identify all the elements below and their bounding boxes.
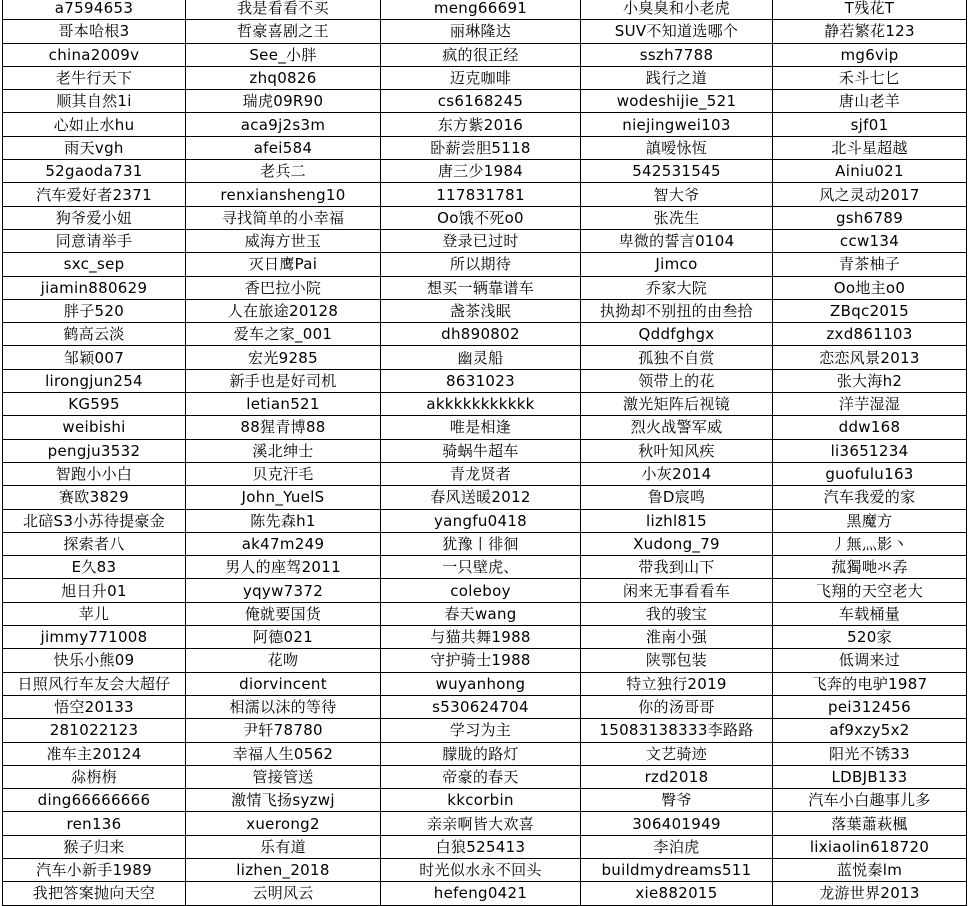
table-cell: 我是看看不买 (186, 0, 381, 20)
table-cell: See_小胖 (186, 43, 381, 66)
table-cell: 陈先森h1 (186, 509, 381, 532)
table-cell: pei312456 (773, 695, 967, 718)
table-cell: pengju3532 (3, 439, 186, 462)
table-row (3, 626, 967, 649)
table-cell: 恋恋风景2013 (773, 346, 967, 369)
table-cell: 疯的很正经 (381, 43, 581, 66)
table-cell: 306401949 (581, 812, 773, 835)
table-cell: 溪北绅士 (186, 439, 381, 462)
table-cell: 激情飞扬syzwj (186, 789, 381, 812)
table-cell: 想买一辆靠谱车 (381, 276, 581, 299)
table-cell: 管接管送 (186, 765, 381, 788)
table-cell: 朦胧的路灯 (381, 742, 581, 765)
table-cell: 88猩青博88 (186, 416, 381, 439)
table-row (3, 20, 967, 43)
table-cell: 北斗星超越 (773, 136, 967, 159)
table-row (3, 579, 967, 602)
table-cell: 汽车小白趣事儿多 (773, 789, 967, 812)
table-cell: rzd2018 (581, 765, 773, 788)
table-cell: 哲豪喜剧之王 (186, 20, 381, 43)
table-cell: weibishi (3, 416, 186, 439)
table-cell: ak47m249 (186, 532, 381, 555)
table-cell: 禾斗七匕 (773, 66, 967, 89)
table-cell: 尹轩78780 (186, 719, 381, 742)
table-cell: 一只壁虎、 (381, 556, 581, 579)
table-cell: 洋芋湿湿 (773, 393, 967, 416)
table-cell: 智跑小小白 (3, 462, 186, 485)
table-cell: T残花T (773, 0, 967, 20)
table-cell: 爱车之家_001 (186, 323, 381, 346)
table-row (3, 90, 967, 113)
table-cell: 阿德021 (186, 626, 381, 649)
table-cell: ddw168 (773, 416, 967, 439)
table-cell: Oo饿不死o0 (381, 206, 581, 229)
table-cell: 登录已过时 (381, 229, 581, 252)
table-cell: 邹颖007 (3, 346, 186, 369)
table-cell: 执拗却不别扭的由叁拾 (581, 299, 773, 322)
table-cell: 同意请举手 (3, 229, 186, 252)
table-row (3, 393, 967, 416)
table-cell: 黑魔方 (773, 509, 967, 532)
table-cell: 苹儿 (3, 602, 186, 625)
table-cell: ccw134 (773, 229, 967, 252)
table-cell: 狗爷爱小妞 (3, 206, 186, 229)
table-cell: Jimco (581, 253, 773, 276)
table-row (3, 206, 967, 229)
table-cell: 哥本哈根3 (3, 20, 186, 43)
table-cell: sszh7788 (581, 43, 773, 66)
table-cell: 我的骏宝 (581, 602, 773, 625)
table-cell: renxiansheng10 (186, 183, 381, 206)
table-row (3, 742, 967, 765)
table-cell: 激光矩阵后视镜 (581, 393, 773, 416)
table-cell: 丽琳隆达 (381, 20, 581, 43)
table-cell: 520家 (773, 626, 967, 649)
table-cell: ZBqc2015 (773, 299, 967, 322)
table-cell: 117831781 (381, 183, 581, 206)
table-cell: 卧薪尝胆5118 (381, 136, 581, 159)
table-cell: KG595 (3, 393, 186, 416)
table-cell: 张冼生 (581, 206, 773, 229)
table-cell: 謓嗳怺恆 (581, 136, 773, 159)
table-cell: 飞奔的电驴1987 (773, 672, 967, 695)
table-cell: xie882015 (581, 882, 773, 905)
table-row (3, 0, 967, 20)
table-cell: 青龙贤者 (381, 462, 581, 485)
table-cell: John_YuelS (186, 486, 381, 509)
table-cell: Xudong_79 (581, 532, 773, 555)
table-cell: 瑞虎09R90 (186, 90, 381, 113)
table-cell: xuerong2 (186, 812, 381, 835)
table-row (3, 765, 967, 788)
table-cell: SUV不知道选哪个 (581, 20, 773, 43)
table-cell: 相濡以沫的等待 (186, 695, 381, 718)
table-cell: 威海方世玉 (186, 229, 381, 252)
table-cell: Qddfghgx (581, 323, 773, 346)
table-cell: zxd861103 (773, 323, 967, 346)
table-row (3, 858, 967, 881)
table-cell: 学习为主 (381, 719, 581, 742)
table-cell: lizhen_2018 (186, 858, 381, 881)
table-row (3, 276, 967, 299)
table-cell: meng66691 (381, 0, 581, 20)
table-cell: 臀爷 (581, 789, 773, 812)
table-cell: aca9j2s3m (186, 113, 381, 136)
table-cell: akkkkkkkkkkk (381, 393, 581, 416)
table-cell: jiamin880629 (3, 276, 186, 299)
table-cell: 新手也是好司机 (186, 369, 381, 392)
table-cell: 尛栴栴 (3, 765, 186, 788)
table-cell: 宏光9285 (186, 346, 381, 369)
table-cell: zhq0826 (186, 66, 381, 89)
table-cell: buildmydreams511 (581, 858, 773, 881)
table-cell: lizhl815 (581, 509, 773, 532)
table-cell: 胖子520 (3, 299, 186, 322)
table-cell: 顺其自然1i (3, 90, 186, 113)
table-cell: sjf01 (773, 113, 967, 136)
table-cell: 车载桶量 (773, 602, 967, 625)
table-cell: 守护骑士1988 (381, 649, 581, 672)
table-cell: li3651234 (773, 439, 967, 462)
table-cell: 汽车小新手1989 (3, 858, 186, 881)
table-row (3, 556, 967, 579)
table-cell: lirongjun254 (3, 369, 186, 392)
table-cell: 盏茶浅眠 (381, 299, 581, 322)
table-row (3, 835, 967, 858)
table-cell: 静若繁花123 (773, 20, 967, 43)
table-cell: 灭日鹰Pai (186, 253, 381, 276)
table-cell: 张大海h2 (773, 369, 967, 392)
table-cell: 丿無灬影丶 (773, 532, 967, 555)
table-cell: 与猫共舞1988 (381, 626, 581, 649)
table-cell: china2009v (3, 43, 186, 66)
table-cell: 281022123 (3, 719, 186, 742)
table-cell: kkcorbin (381, 789, 581, 812)
table-cell: 8631023 (381, 369, 581, 392)
table-cell: 鲁D宸鸣 (581, 486, 773, 509)
table-cell: 帝豪的春天 (381, 765, 581, 788)
table-cell: 犹豫丨徘徊 (381, 532, 581, 555)
table-cell: 领带上的花 (581, 369, 773, 392)
table-cell: 鹤高云淡 (3, 323, 186, 346)
table-cell: 幸福人生0562 (186, 742, 381, 765)
table-cell: 所以期待 (381, 253, 581, 276)
table-row (3, 160, 967, 183)
table-cell: niejingwei103 (581, 113, 773, 136)
table-row (3, 323, 967, 346)
table-row (3, 695, 967, 718)
table-cell: 雨天vgh (3, 136, 186, 159)
table-cell: 老牛行天下 (3, 66, 186, 89)
table-cell: 快乐小熊09 (3, 649, 186, 672)
table-cell: yangfu0418 (381, 509, 581, 532)
table-cell: 践行之道 (581, 66, 773, 89)
table-row (3, 113, 967, 136)
table-cell: 东方紫2016 (381, 113, 581, 136)
table-cell: 春天wang (381, 602, 581, 625)
table-cell: 云明风云 (186, 882, 381, 905)
table-cell: 猴子归来 (3, 835, 186, 858)
table-cell: 蓝悦秦lm (773, 858, 967, 881)
table-cell: LDBJB133 (773, 765, 967, 788)
table-cell: lixiaolin618720 (773, 835, 967, 858)
table-cell: 唐山老羊 (773, 90, 967, 113)
table-cell: 汽车爱好者2371 (3, 183, 186, 206)
name-table-body (3, 0, 967, 905)
table-cell: 准车主20124 (3, 742, 186, 765)
table-cell: afei584 (186, 136, 381, 159)
table-cell: 心如止水hu (3, 113, 186, 136)
table-cell: 特立独行2019 (581, 672, 773, 695)
table-cell: 青茶柚子 (773, 253, 967, 276)
table-cell: 智大爷 (581, 183, 773, 206)
table-cell: cs6168245 (381, 90, 581, 113)
table-row (3, 66, 967, 89)
table-cell: 白狼525413 (381, 835, 581, 858)
table-cell: 寻找简单的小幸福 (186, 206, 381, 229)
table-cell: 李泊虎 (581, 835, 773, 858)
table-cell: 乔家大院 (581, 276, 773, 299)
table-cell: 乐有道 (186, 835, 381, 858)
table-cell: 香巴拉小院 (186, 276, 381, 299)
table-cell: 低调来过 (773, 649, 967, 672)
table-cell: mg6vip (773, 43, 967, 66)
table-row (3, 649, 967, 672)
table-cell: 俺就要国货 (186, 602, 381, 625)
table-cell: 文艺骑迹 (581, 742, 773, 765)
table-cell: 飞翔的天空老大 (773, 579, 967, 602)
table-cell: gsh6789 (773, 206, 967, 229)
table-row (3, 486, 967, 509)
table-cell: 小臭臭和小老虎 (581, 0, 773, 20)
table-cell: 菰獨哋氺孨 (773, 556, 967, 579)
table-row (3, 183, 967, 206)
table-cell: 迈克咖啡 (381, 66, 581, 89)
table-cell: 卑微的誓言0104 (581, 229, 773, 252)
table-cell: coleboy (381, 579, 581, 602)
table-cell: 探索者八 (3, 532, 186, 555)
table-cell: Oo地主o0 (773, 276, 967, 299)
table-cell: 汽车我爱的家 (773, 486, 967, 509)
table-cell: 幽灵船 (381, 346, 581, 369)
table-row (3, 602, 967, 625)
table-row (3, 253, 967, 276)
table-cell: 骑蜗牛超车 (381, 439, 581, 462)
table-cell: 落葉蕭萩楓 (773, 812, 967, 835)
table-cell: 闲来无事看看车 (581, 579, 773, 602)
table-cell: 人在旅途20128 (186, 299, 381, 322)
table-cell: 旭日升01 (3, 579, 186, 602)
table-cell: 时光似水永不回头 (381, 858, 581, 881)
table-cell: af9xzy5x2 (773, 719, 967, 742)
table-cell: dh890802 (381, 323, 581, 346)
table-row (3, 882, 967, 905)
table-row (3, 369, 967, 392)
table-cell: 阳光不锈33 (773, 742, 967, 765)
table-cell: 老兵二 (186, 160, 381, 183)
table-cell: sxc_sep (3, 253, 186, 276)
table-cell: 陕鄂包装 (581, 649, 773, 672)
table-cell: ren136 (3, 812, 186, 835)
table-cell: 风之灵动2017 (773, 183, 967, 206)
table-row (3, 462, 967, 485)
table-cell: 春风送暖2012 (381, 486, 581, 509)
table-cell: 小灰2014 (581, 462, 773, 485)
table-cell: 15083138333李路路 (581, 719, 773, 742)
table-row (3, 672, 967, 695)
table-row (3, 439, 967, 462)
table-cell: 542531545 (581, 160, 773, 183)
table-cell: 龙游世界2013 (773, 882, 967, 905)
table-cell: hefeng0421 (381, 882, 581, 905)
table-row (3, 43, 967, 66)
table-row (3, 299, 967, 322)
table-row (3, 719, 967, 742)
table-row (3, 812, 967, 835)
table-cell: Ainiu021 (773, 160, 967, 183)
table-row (3, 229, 967, 252)
table-cell: jimmy771008 (3, 626, 186, 649)
table-cell: 日照风行车友会大超仔 (3, 672, 186, 695)
table-cell: 男人的座驾2011 (186, 556, 381, 579)
table-cell: 赛欧3829 (3, 486, 186, 509)
table-row (3, 416, 967, 439)
table-cell: s530624704 (381, 695, 581, 718)
table-cell: 带我到山下 (581, 556, 773, 579)
table-row (3, 136, 967, 159)
table-cell: 孤独不自赏 (581, 346, 773, 369)
table-cell: wodeshijie_521 (581, 90, 773, 113)
table-cell: 你的汤哥哥 (581, 695, 773, 718)
table-row (3, 509, 967, 532)
table-cell: 唯是相逢 (381, 416, 581, 439)
table-row (3, 532, 967, 555)
table-cell: 悟空20133 (3, 695, 186, 718)
table-cell: 秋叶知风疾 (581, 439, 773, 462)
table-cell: 北碚S3小苏待提豪金 (3, 509, 186, 532)
table-cell: 烈火战警军威 (581, 416, 773, 439)
table-cell: guofulu163 (773, 462, 967, 485)
table-row (3, 346, 967, 369)
table-cell: 淮南小强 (581, 626, 773, 649)
table-cell: letian521 (186, 393, 381, 416)
table-cell: 贝克汗毛 (186, 462, 381, 485)
table-cell: 花吻 (186, 649, 381, 672)
table-cell: ding66666666 (3, 789, 186, 812)
table-cell: E久83 (3, 556, 186, 579)
table-cell: 唐三少1984 (381, 160, 581, 183)
name-table (2, 0, 967, 906)
table-row (3, 789, 967, 812)
table-cell: a7594653 (3, 0, 186, 20)
table-cell: 52gaoda731 (3, 160, 186, 183)
table-cell: 我把答案抛向天空 (3, 882, 186, 905)
table-cell: 亲亲啊皆大欢喜 (381, 812, 581, 835)
table-cell: yqyw7372 (186, 579, 381, 602)
table-cell: wuyanhong (381, 672, 581, 695)
table-cell: diorvincent (186, 672, 381, 695)
